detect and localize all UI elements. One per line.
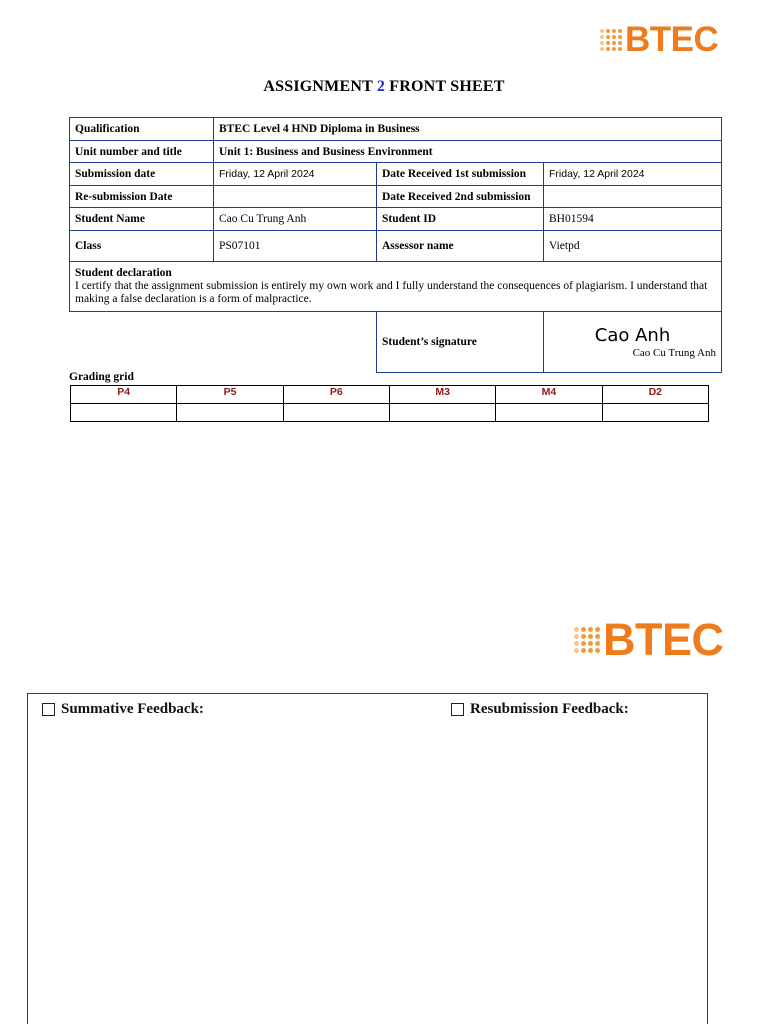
logo-text: BTEC <box>603 614 724 665</box>
date-received-1-value: Friday, 12 April 2024 <box>544 163 722 186</box>
criterion-p4: P4 <box>71 386 177 404</box>
submission-row <box>70 163 722 186</box>
criterion-m3: M3 <box>389 386 495 404</box>
signature-label: Student’s signature <box>377 312 544 373</box>
criterion-m4: M4 <box>496 386 602 404</box>
assessor-label: Assessor name <box>377 231 544 262</box>
qualification-value: BTEC Level 4 HND Diploma in Business <box>214 118 722 141</box>
declaration-text: I certify that the assignment submission is entirely my own work and I fully understand the consequences of plagiarism. I understand that making a false declaration is a form of malpractice. <box>75 280 708 305</box>
submission-date-label: Submission date <box>70 163 214 186</box>
grade-cell <box>71 404 177 422</box>
declaration-cell <box>70 262 722 312</box>
title-prefix: ASSIGNMENT <box>263 78 377 95</box>
student-name-value: Cao Cu Trung Anh <box>214 208 377 231</box>
resubmission-date-value <box>214 186 377 208</box>
grading-grid-table <box>70 385 709 422</box>
criterion-p5: P5 <box>177 386 283 404</box>
grade-cell <box>177 404 283 422</box>
class-label: Class <box>70 231 214 262</box>
submission-date-value: Friday, 12 April 2024 <box>214 163 377 186</box>
signature-row <box>70 312 722 373</box>
assessor-value: Vietpd <box>544 231 722 262</box>
resubmission-date-label: Re-submission Date <box>70 186 214 208</box>
summative-feedback-label: Summative Feedback: <box>61 701 204 717</box>
checkbox-icon[interactable] <box>42 703 55 716</box>
unit-label: Unit number and title <box>70 141 214 163</box>
unit-row <box>70 141 722 163</box>
student-id-label: Student ID <box>377 208 544 231</box>
resubmission-feedback-label: Resubmission Feedback: <box>470 701 629 717</box>
grade-cell <box>283 404 389 422</box>
qualification-label: Qualification <box>70 118 214 141</box>
criterion-d2: D2 <box>602 386 708 404</box>
grading-grid-label: Grading grid <box>69 371 134 383</box>
logo-dots-icon <box>574 627 600 653</box>
qualification-row <box>70 118 722 141</box>
criterion-p6: P6 <box>283 386 389 404</box>
logo-text: BTEC <box>625 20 719 59</box>
grading-value-row <box>71 404 709 422</box>
signature-script: Cao Anh <box>594 324 671 346</box>
btec-logo-secondary <box>574 614 724 666</box>
checkbox-icon[interactable] <box>451 703 464 716</box>
date-received-2-value <box>544 186 722 208</box>
class-row <box>70 231 722 262</box>
page-title <box>0 78 768 96</box>
unit-value: Unit 1: Business and Business Environment <box>214 141 722 163</box>
logo-dots-icon <box>600 29 622 51</box>
grade-cell <box>602 404 708 422</box>
title-suffix: FRONT SHEET <box>385 78 505 95</box>
grading-header-row <box>71 386 709 404</box>
signature-name: Cao Cu Trung Anh <box>632 346 717 359</box>
student-id-value: BH01594 <box>544 208 722 231</box>
front-sheet-table <box>69 117 722 373</box>
resubmission-row <box>70 186 722 208</box>
student-row <box>70 208 722 231</box>
btec-logo <box>600 20 718 60</box>
declaration-row <box>70 262 722 312</box>
grade-cell <box>389 404 495 422</box>
student-name-label: Student Name <box>70 208 214 231</box>
date-received-2-label: Date Received 2nd submission <box>377 186 544 208</box>
signature-cell <box>544 312 722 373</box>
assignment-number: 2 <box>376 78 386 95</box>
declaration-title: Student declaration <box>75 267 172 279</box>
grade-cell <box>496 404 602 422</box>
feedback-box <box>27 693 708 1024</box>
date-received-1-label: Date Received 1st submission <box>377 163 544 186</box>
summative-feedback[interactable] <box>42 701 204 718</box>
signature-spacer <box>70 312 377 373</box>
resubmission-feedback[interactable] <box>451 701 629 718</box>
class-value: PS07101 <box>214 231 377 262</box>
